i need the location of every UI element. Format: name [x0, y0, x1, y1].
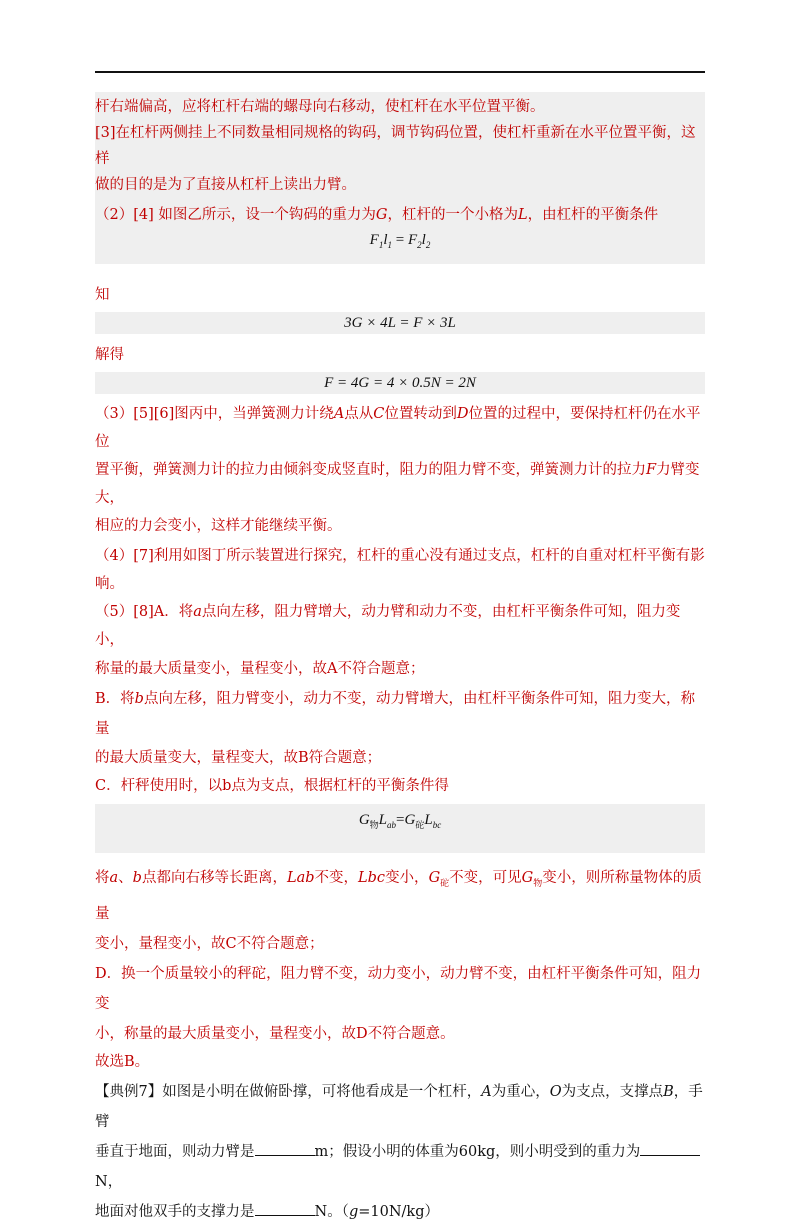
text-line: 相应的力会变小，这样才能继续平衡。 [95, 518, 342, 534]
text-line: 的最大质量变大，量程变大，故B符合题意； [95, 750, 382, 766]
equation-balance: $F_1l_1 = F_2l_2$ [369, 232, 431, 250]
text-line: 知 [95, 287, 110, 303]
text-line: （4）[7]利用如图丁所示装置进行探究，杠杆的重心没有通过支点，杠杆的自重对杠杆平衡有影响。 [95, 548, 705, 592]
text-line: 做的目的是为了直接从杠杆上读出力臂。 [95, 177, 356, 193]
answer-block-3 [95, 400, 705, 540]
text-line: 杆右端偏高，应将杠杆右端的螺母向右移动，使杠杆在水平位置平衡。 [95, 99, 545, 115]
answer-blank-2[interactable] [640, 1141, 700, 1156]
equation-steelyard: $G_物L_{ab}=G_砣L_{bc}$ [95, 804, 705, 853]
text-line: 解得 [95, 347, 124, 363]
answer-block-1 [95, 92, 705, 264]
text-line: 【典例7】如图是小明在做俯卧撑，可将他看成是一个杠杆，A为重心，O为支点，支撑点B，手臂 [95, 1083, 703, 1130]
answer-blank-1[interactable] [255, 1141, 315, 1156]
text-line: D．换一个质量较小的秤砣，阻力臂不变，动力变小，动力臂不变，由杠杆平衡条件可知，阻力变 [95, 965, 702, 1012]
text-line: C．杆秤使用时，以b点为支点，根据杠杆的平衡条件得 [95, 778, 449, 794]
text-line: 变小，量程变小，故C不符合题意； [95, 935, 324, 952]
text-line: [3]在杠杆两侧挂上不同数量相同规格的钩码，调节钩码位置，使杠杆重新在水平位置平衡，这样 [95, 125, 696, 167]
header-rule [95, 71, 705, 73]
text-line: 垂直于地面，则动力臂是 m；假设小明的体重为60kg，则小明受到的重力为N， [95, 1137, 705, 1197]
text-line: 将a、b点都向右移等长距离，Lab不变，Lbc变小，$G_砣$不变，可见$G_物$变小，则所称量物体的质量 [95, 870, 702, 922]
text-line: 故选B。 [95, 1053, 150, 1070]
text-line: （5）[8]A．将a点向左移，阻力臂增大，动力臂和动力不变，由杠杆平衡条件可知，阻力变小， [95, 604, 681, 648]
example-7 [95, 1077, 705, 1227]
answer-block-5 [95, 598, 705, 800]
text-line: B．将b点向左移，阻力臂变小，动力不变，动力臂增大，由杠杆平衡条件可知，阻力变大，称量 [95, 691, 695, 737]
text-line: 称量的最大质量变小，量程变小，故A不符合题意； [95, 661, 425, 677]
answer-blank-3[interactable] [255, 1201, 315, 1216]
text-line: 置平衡，弹簧测力计的拉力由倾斜变成竖直时，阻力的阻力臂不变，弹簧测力计的拉力F力臂变大， [95, 462, 700, 506]
text-line: 地面对他双手的支撑力是 N。（g=10N/kg） [95, 1197, 705, 1227]
equation-substitute: 3G × 4L = F × 3L [95, 312, 705, 334]
equation-result: F = 4G = 4 × 0.5N = 2N [95, 372, 705, 394]
answer-block-6 [95, 863, 705, 1075]
text-line: （2）[4] 如图乙所示，设一个钩码的重力为G，杠杆的一个小格为L，由杠杆的平衡条件 [95, 207, 659, 223]
text-line: （3）[5][6]图丙中，当弹簧测力计绕A点从C位置转动到D位置的过程中，要保持杠杆仍在水平位 [95, 406, 701, 450]
document-body [95, 92, 705, 1227]
text-line: 小，称量的最大质量变小，量程变小，故D不符合题意。 [95, 1025, 455, 1042]
